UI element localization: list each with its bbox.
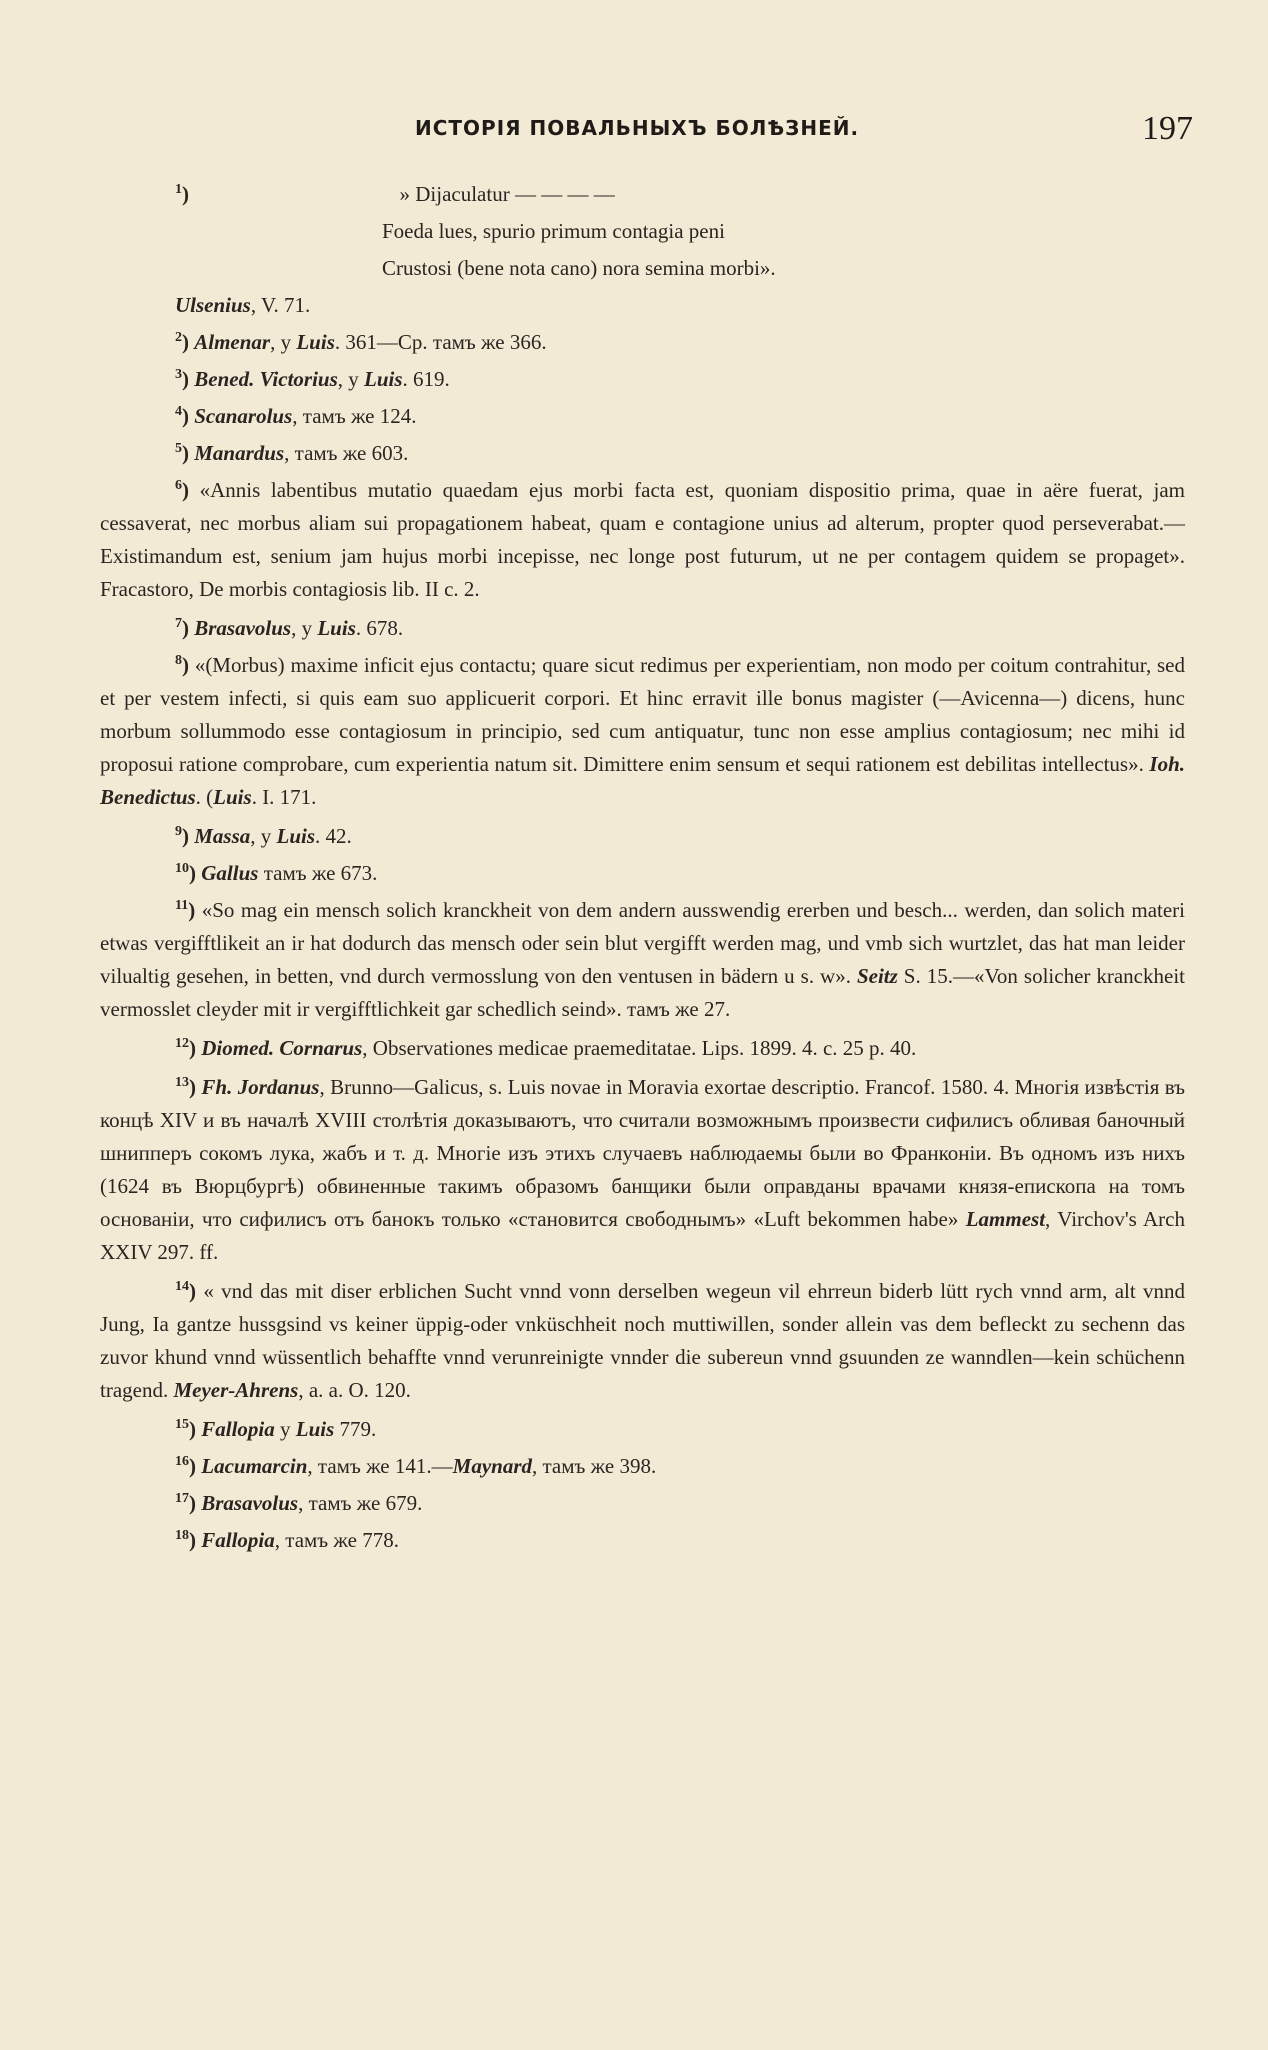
- footnote-18: $^{18}$) Fallopia, тамъ же 778.: [175, 1528, 399, 1552]
- footnote-16: $^{16}$) Lacumarcin, тамъ же 141.—Maynard, тамъ же 398.: [175, 1454, 657, 1478]
- footnote-marker: 17: [175, 1491, 189, 1506]
- text: , у: [291, 616, 318, 640]
- footnote-11: $^{11}$) «So mag ein mensch solich kranckheit von dem andern ausswendig ererben und besch... werden, dan solich materi etwas vergifftlikeit an ir hat dodurch das mensch oder sein blut vergifft werden mag, und vmb sich wurtzlet, das hat man leider vilualtig gesehen, in betten, vnd durch vermosslung von den ventusen in bädern u s. w». Seitz S. 15.—«Von solicher kranckheit vermosslet cleyder mit ir vergifftlichkeit gar schedlich seind». тамъ же 27.: [100, 898, 1186, 1021]
- reference-title: Luis: [364, 367, 403, 391]
- text: . I. 171.: [251, 785, 317, 809]
- text: , тамъ же 778.: [274, 1528, 399, 1552]
- text: тамъ же 673.: [258, 861, 378, 885]
- text: , тамъ же 398.: [532, 1454, 657, 1478]
- author-name: Ulsenius: [175, 293, 251, 317]
- text: . 678.: [355, 616, 404, 640]
- footnotes: [100, 178, 1185, 1561]
- author-name: Fallopia: [201, 1417, 275, 1441]
- reference-title: Luis: [276, 824, 316, 848]
- author-name: Scanarolus: [194, 404, 293, 428]
- footnote-5: $^5$) Manardus, тамъ же 603.: [175, 441, 409, 465]
- author-name: Brasavolus: [194, 616, 292, 640]
- author-name: Bened. Victorius: [194, 367, 338, 391]
- footnote-12: $^{12}$) Diomed. Cornarus, Observationes medicae praemeditatae. Lips. 1899. 4. c. 25 p. 40.: [175, 1036, 917, 1060]
- footnote-marker: 4: [175, 404, 182, 419]
- author-name: Lacumarcin: [201, 1454, 308, 1478]
- verse-line-2: Foeda lues, spurio primum contagia peni: [382, 219, 725, 243]
- footnote-10: $^{10}$) Gallus тамъ же 673.: [175, 861, 378, 885]
- quote-text: «(Morbus) maxime inficit ejus contactu; quare sicut redimus per experientiam, non modo per coitum contrahitur, sed et per vestem infecti, si quis eam suo applicuerit corpori. Et hinc erravit ille bonus magister (—Avicenna—) dicens, hunc morbum sollummodo esse contagiosum in principio, sed cum antiquatur, tunc non esse amplius contagiosum; nec mihi id proposui ratione comprobare, cum experientia natum sit. Dimittere enim sensum et sequi rationem est debilitas intellectus».: [100, 653, 1185, 776]
- reference: , V. 71.: [250, 293, 311, 317]
- footnote-marker: 15: [175, 1417, 189, 1432]
- footnote-8: $^8$) «(Morbus) maxime inficit ejus contactu; quare sicut redimus per experientiam, non modo per coitum contrahitur, sed et per vestem infecti, si quis eam suo applicuerit corpori. Et hinc erravit ille bonus magister (—Avicenna—) dicens, hunc morbum sollummodo esse contagiosum in principio, sed cum antiquatur, tunc non esse amplius contagiosum; nec mihi id proposui ratione comprobare, cum experientia natum sit. Dimittere enim sensum et sequi rationem est debilitas intellectus». Ioh. Benedictus. (Luis. I. 171.: [100, 653, 1185, 809]
- author-name: Meyer-Ahrens: [173, 1378, 299, 1402]
- footnote-marker: 1: [175, 182, 182, 197]
- text: . 619.: [402, 367, 450, 391]
- page-header: [0, 110, 1268, 154]
- footnote-marker: 13: [175, 1075, 189, 1090]
- reference-title: Maynard: [452, 1454, 532, 1478]
- footnote-13: $^{13}$) Fh. Jordanus, Brunno—Galicus, s. Luis novae in Moravia exortae descriptio. Francof. 1580. 4. Многія извѣстія въ концѣ XIV и въ началѣ XVIII столѣтія доказываютъ, что считали возможнымъ произвести сифилисъ обливая баночный шнипперъ сокомъ лука, жабъ и т. д. Многіе изъ этихъ случаевъ наблюдаемы были во Франконіи. Въ одномъ изъ нихъ (1624 въ Вюрцбургѣ) обвиненные такимъ образомъ банщики были оправданы врачами князя-епископа на томъ основаніи, что сифилисъ отъ банокъ только «становится свободнымъ» «Luft bekommen habe» Lammest, Virchov's Arch XXIV 297. ff.: [100, 1075, 1186, 1264]
- text: , a. a. O. 120.: [298, 1378, 411, 1402]
- author-name: Fh. Jordanus: [201, 1075, 320, 1099]
- footnote-6: $^6$) «Annis labentibus mutatio quaedam ejus morbi facta est, quoniam dispositio prima, quae in aëre fuerat, jam cessaverat, nec morbus aliam sui propagationem habeat, quam e contagione unius ad alterum, propter quod perseverabat.—Existimandum est, senium jam hujus morbi incepisse, nec longe post futurum, ut ne per contagem quidem se propaget». Fracastoro, De morbis contagiosis lib. II c. 2.: [100, 478, 1186, 601]
- quote-text: «So mag ein mensch solich kranckheit von dem andern ausswendig ererben und besch... werden, dan solich materi etwas vergifftlikeit an ir hat dodurch das mensch oder sein blut vergifft werden mag, und vmb sich wurtzlet, das hat man leider vilualtig gesehen, in betten, vnd durch vermosslung von den ventusen in bädern u s. w».: [100, 898, 1186, 988]
- text: . (: [195, 785, 214, 809]
- footnote-marker: 9: [175, 824, 182, 839]
- quote-text: «Annis labentibus mutatio quaedam ejus morbi facta est, quoniam dispositio prima, quae in aëre fuerat, jam cessaverat, nec morbus aliam sui propagationem habeat, quam e contagione unius ad alterum, propter quod perseverabat.—Existimandum est, senium jam hujus morbi incepisse, nec longe post futurum, ut ne per contagem quidem se propaget». Fracastoro, De morbis contagiosis lib. II c. 2.: [100, 478, 1186, 601]
- footnote-marker: 6: [175, 478, 182, 493]
- text: , тамъ же 124.: [292, 404, 417, 428]
- text: 779.: [334, 1417, 377, 1441]
- reference-title: Luis: [296, 330, 335, 354]
- footnote-marker: 12: [175, 1036, 189, 1051]
- footnote-15: $^{15}$) Fallopia у Luis 779.: [175, 1417, 377, 1441]
- footnote-marker: 18: [175, 1528, 189, 1543]
- author-name: Gallus: [201, 861, 259, 885]
- author-name: Diomed. Cornarus: [201, 1036, 363, 1060]
- author-name: Ioh. Benedictus: [100, 752, 1185, 809]
- footnote-marker: 2: [175, 330, 182, 345]
- text: , Brunno—Galicus, s. Luis novae in Moravia exortae descriptio. Francof. 1580. 4. Многія извѣстія въ концѣ XIV и въ началѣ XVIII столѣтія доказываютъ, что считали возможнымъ произвести сифилисъ обливая баночный шнипперъ сокомъ лука, жабъ и т. д. Многіе изъ этихъ случаевъ наблюдаемы были во Франконіи. Въ одномъ изъ нихъ (1624 въ Вюрцбургѣ) обвиненные такимъ образомъ банщики были оправданы врачами князя-епископа на томъ основаніи, что сифилисъ отъ банокъ только «становится свободнымъ» «Luft bekommen habe»: [100, 1075, 1186, 1231]
- footnote-marker: 8: [175, 653, 182, 668]
- reference-title: Luis: [295, 1417, 335, 1441]
- footnote-marker: 3: [175, 367, 182, 382]
- author-name: Seitz: [856, 964, 898, 988]
- footnote-marker: 5: [175, 441, 182, 456]
- reference-title: Lammest: [965, 1207, 1046, 1231]
- text: , у: [337, 367, 365, 391]
- text: у: [274, 1417, 296, 1441]
- footnote-marker: 14: [175, 1279, 189, 1294]
- author-name: Brasavolus: [201, 1491, 299, 1515]
- text: , у: [270, 330, 297, 354]
- footnote-17: $^{17}$) Brasavolus, тамъ же 679.: [175, 1491, 423, 1515]
- text: , у: [250, 824, 277, 848]
- footnote-1: $^1$) » Dijaculatur — — — —: [175, 182, 615, 206]
- author-name: Almenar: [194, 330, 271, 354]
- footnote-3: $^3$) Bened. Victorius, у Luis. 619.: [175, 367, 450, 391]
- text: . 361—Ср. тамъ же 366.: [334, 330, 547, 354]
- footnote-marker: 16: [175, 1454, 189, 1469]
- verse-line-3: Crustosi (bene nota cano) nora semina morbi».: [382, 256, 776, 280]
- reference-title: Luis: [317, 616, 356, 640]
- footnote-1-source: [100, 289, 1185, 322]
- text: , Observationes medicae praemeditatae. Lips. 1899. 4. c. 25 p. 40.: [362, 1036, 917, 1060]
- footnote-marker: 10: [175, 861, 189, 876]
- author-name: Massa: [194, 824, 251, 848]
- footnote-2: $^2$) Almenar, у Luis. 361—Ср. тамъ же 366.: [175, 330, 547, 354]
- text: . 42.: [315, 824, 352, 848]
- author-name: Fallopia: [201, 1528, 275, 1552]
- verse-line: » Dijaculatur — — — —: [399, 182, 615, 206]
- text: , тамъ же 603.: [284, 441, 409, 465]
- footnote-4: $^4$) Scanarolus, тамъ же 124.: [175, 404, 417, 428]
- footnote-7: $^7$) Brasavolus, у Luis. 678.: [175, 616, 404, 640]
- footnote-9: $^9$) Massa, у Luis. 42.: [175, 824, 352, 848]
- text: , Virchov's Arch XXIV 297. ff.: [100, 1207, 1185, 1264]
- text: S. 15.—«Von solicher kranckheit vermosslet cleyder mit ir vergifftlichkeit gar schedlich seind». тамъ же 27.: [100, 964, 1185, 1021]
- author-name: Manardus: [194, 441, 285, 465]
- footnote-marker: 11: [175, 898, 189, 913]
- page-number: 197: [1142, 110, 1193, 147]
- footnote-14: $^{14}$) « vnd das mit diser erblichen Sucht vnnd vonn derselben wegeun vil ehrreun biderb lütt rych vnnd arm, alt vnnd Jung, Ia gantze hussgsind vs keiner üppig-oder vnküschheit noch muttiwillen, sonder allein vas dem befleckt zu sechenn das zuvor khund vnnd wüssentlich behaffte vnnd verunreinigte vnnder die subereun vnnd gsuunden ze wanndlen—kein schüchenn tragend. Meyer-Ahrens, a. a. O. 120.: [100, 1279, 1186, 1402]
- running-title: ИСТОРІЯ ПОВАЛЬНЫХЪ БОЛѢЗНЕЙ.: [415, 116, 860, 140]
- reference-title: Luis: [213, 785, 252, 809]
- text: , тамъ же 679.: [298, 1491, 423, 1515]
- quote-text: « vnd das mit diser erblichen Sucht vnnd vonn derselben wegeun vil ehrreun biderb lütt rych vnnd arm, alt vnnd Jung, Ia gantze hussgsind vs keiner üppig-oder vnküschheit noch muttiwillen, sonder allein vas dem befleckt zu sechenn das zuvor khund vnnd wüssentlich behaffte vnnd verunreinigte vnnder die subereun vnnd gsuunden ze wanndlen—kein schüchenn tragend.: [100, 1279, 1186, 1402]
- text: , тамъ же 141.—: [307, 1454, 453, 1478]
- footnote-marker: 7: [175, 616, 182, 631]
